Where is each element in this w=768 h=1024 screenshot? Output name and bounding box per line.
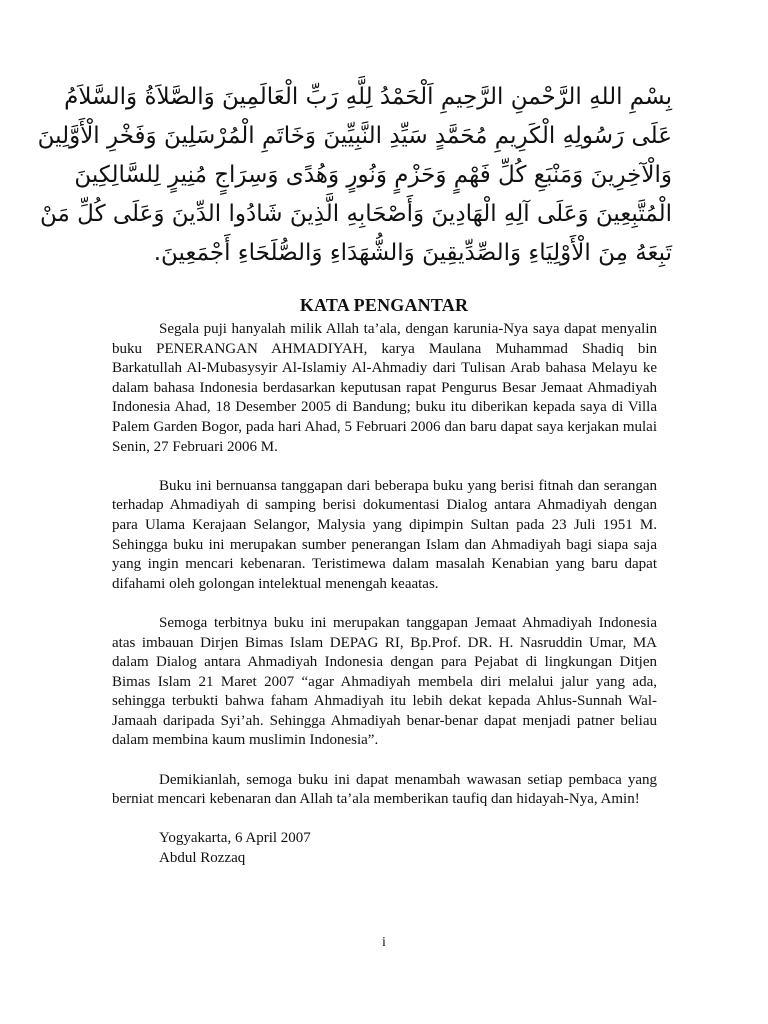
paragraph: Semoga terbitnya buku ini merupakan tanggapan Jemaat Ahmadiyah Indonesia atas imbauan Dirjen Bimas Islam DEPAG RI, Bp.Prof. DR. H. Nasruddin Umar, MA dalam Dialog antara Ahmadiyah Indonesia dengan para Pejabat di lingkungan Ditjen Bimas Islam 21 Maret 2007 “agar Ahmadiyah membela diri melalui jalur yang ada, sehingga terbukti bahwa faham Ahmadiyah itu lebih dekat kepada Ahlus-Sunnah Wal-Jamaah daripada Syi’ah. Sehingga Ahmadiyah benar-benar dapat menjadi patner beliau dalam membina kaum muslimin Indonesia”. <box>112 614 657 749</box>
body-text <box>112 320 657 869</box>
arabic-line: وَالْآخِرِينَ وَمَنْبَعِ كُلِّ فَهْمٍ وَحَزْمٍ وَنُورٍ وَهُدًى وَسِرَاجٍ مُنِيرٍ لِلسَّالِكِينَ <box>74 162 672 188</box>
arabic-line: الْمُتَّبِعِينَ وَعَلَى آلِهِ الْهَادِينَ وَأَصْحَابِهِ الَّذِينَ شَادُوا الدِّينَ وَعَلَى كُلِّ مَنْ <box>40 201 672 227</box>
page-number: i <box>382 935 386 950</box>
arabic-line: عَلَى رَسُولِهِ الْكَرِيمِ مُحَمَّدٍ سَيِّدِ النَّبِيِّينَ وَخَاتَمِ الْمُرْسَلِينَ وَفَخْرِ الْأَوَّلِينَ <box>37 123 672 149</box>
paragraph: Demikianlah, semoga buku ini dapat menambah wawasan setiap pembaca yang berniat mencari kebenaran dan Allah ta’ala memberikan taufiq dan hidayah-Nya, Amin! <box>112 771 657 808</box>
signature-place-date: Yogyakarta, 6 April 2007 <box>159 830 311 847</box>
signature-block <box>159 829 657 868</box>
arabic-line: بِسْمِ اللهِ الرَّحْمنِ الرَّحِيمِ اَلْحَمْدُ لِلَّهِ رَبِّ الْعَالَمِينَ وَالصَّلاَةُ وَالسَّلاَمُ <box>64 84 672 110</box>
page-title: KATA PENGANTAR <box>299 295 469 315</box>
arabic-opening-prayer <box>37 78 672 273</box>
paragraph: Segala puji hanyalah milik Allah ta’ala, dengan karunia-Nya saya dapat menyalin buku PENERANGAN AHMADIYAH, karya Maulana Muhammad Shadiq bin Barkatullah Al-Mubasysyir Al-Islamiy Al-Ahmadiy dari Tulisan Arab bahasa Melayu ke dalam bahasa Indonesia berdasarkan keputusan rapat Pengurus Besar Jemaat Ahmadiyah Indonesia Ahad, 18 Desember 2005 di Bandung; buku itu diberikan kepada saya di Villa Palem Garden Bogor, pada hari Ahad, 5 Februari 2006 dan baru dapat saya kerjakan mulai Senin, 27 Februari 2006 M. <box>112 321 657 455</box>
paragraph: Buku ini bernuansa tanggapan dari beberapa buku yang berisi fitnah dan serangan terhadap Ahmadiyah di samping berisi dokumentasi Dialog antara Ahmadiyah dengan para Ulama Kerajaan Selangor, Malysia yang dipimpin Sultan pada 23 Juli 1951 M. Sehingga buku ini merupakan sumber penerangan Islam dan Ahmadiyah bagi siapa saja yang ingin mencari kebenaran. Teristimewa dalam masalah Kenabian yang baru dapat difahami oleh golongan intelektual menengah keaatas. <box>112 477 657 592</box>
arabic-line: تَبِعَهُ مِنَ الْأَوْلِيَاءِ وَالصِّدِّيقِينَ وَالشُّهَدَاءِ وَالصُّلَحَاءِ أَجْمَعِينَ. <box>153 240 672 266</box>
signature-author: Abdul Rozzaq <box>159 850 246 867</box>
